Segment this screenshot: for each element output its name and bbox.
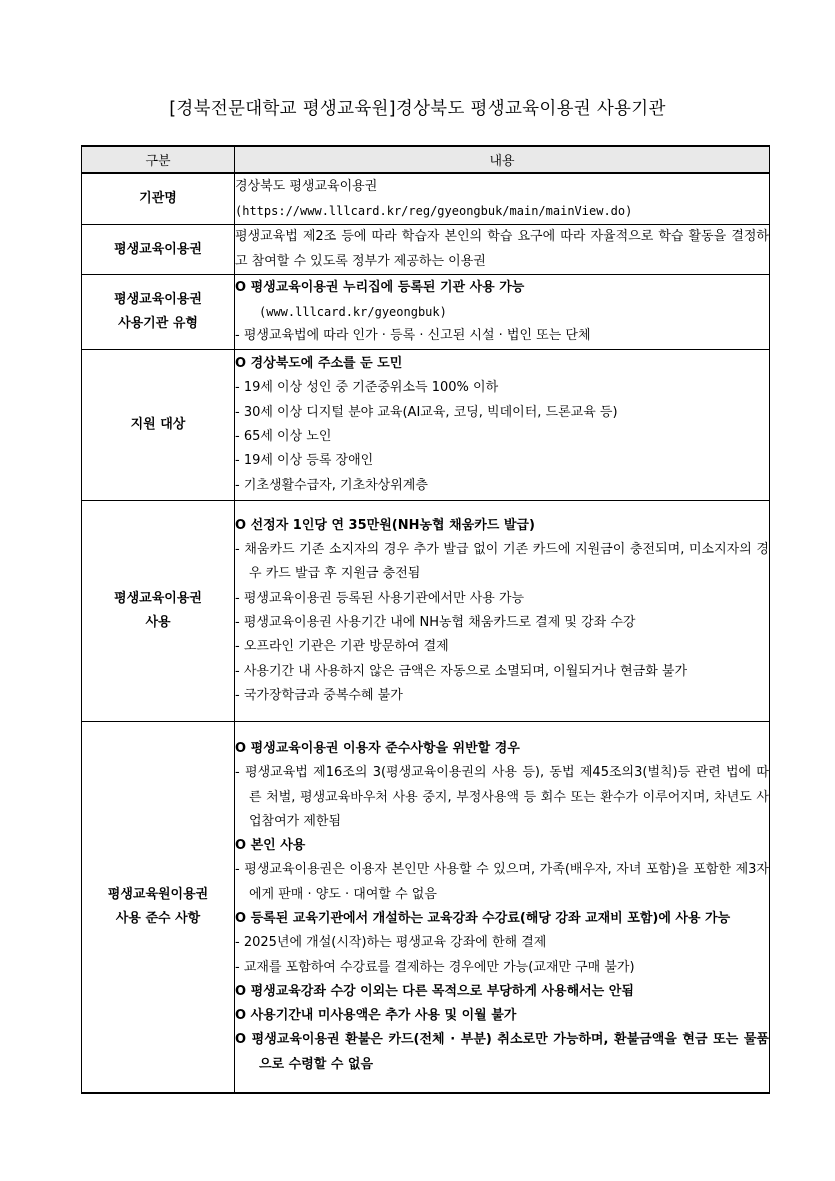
row-content-usage xyxy=(235,501,770,722)
dash-item: - 65세 이상 노인 xyxy=(235,429,332,444)
bullet-item: O 선정자 1인당 연 35만원(NH농협 채움카드 발급) xyxy=(235,517,535,533)
table-row xyxy=(82,275,770,350)
bullet-item: O 사용기간내 미사용액은 추가 사용 및 이월 불가 xyxy=(235,1008,517,1024)
dash-item: - 평생교육이용권 등록된 사용기관에서만 사용 가능 xyxy=(235,590,525,606)
dash-item: - 교재를 포함하여 수강료를 결제하는 경우에만 가능(교재만 구매 불가) xyxy=(235,959,635,975)
row-label-compliance xyxy=(82,722,235,1094)
label-line: 평생교육이용권 xyxy=(114,292,202,307)
label-line: 사용 xyxy=(145,615,171,630)
nurizip-url: (www.lllcard.kr/gyeongbuk) xyxy=(259,304,447,319)
document-title: [경북전문대학교 평생교육원]경상북도 평생교육이용권 사용기관 xyxy=(169,99,666,119)
row-label-eligibility: 지원 대상 xyxy=(82,350,235,501)
row-label-institution-type xyxy=(82,275,235,350)
bullet-item: O 등록된 교육기관에서 개설하는 교육강좌 수강료(해당 강좌 교재비 포함)에 사용 가능 xyxy=(235,911,731,926)
dash-item: - 평생교육이용권 사용기간 내에 NH농협 채움카드로 결제 및 강좌 수강 xyxy=(235,615,636,630)
dash-item: - 사용기간 내 사용하지 않은 금액은 자동으로 소멸되며, 이월되거나 현금화 불가 xyxy=(235,663,688,679)
bullet-item: O 경상북도에 주소를 둔 도민 xyxy=(235,356,403,372)
table-row xyxy=(82,501,770,722)
row-content-voucher xyxy=(235,225,770,275)
bullet-item: O 본인 사용 xyxy=(235,838,306,854)
header-category: 구분 xyxy=(82,146,235,173)
row-label-institution: 기관명 xyxy=(82,173,235,225)
dash-item: - 채움카드 기존 소지자의 경우 추가 발급 없이 기존 카드에 지원금이 충전되며, 미소지자의 경우 카드 발급 후 지원금 충전됨 xyxy=(235,542,769,582)
row-content-compliance xyxy=(235,722,770,1094)
dash-item: - 2025년에 개설(시작)하는 평생교육 강좌에 한해 결제 xyxy=(235,935,547,951)
table-row xyxy=(82,722,770,1094)
label-line: 평생교육이용권 xyxy=(114,591,202,606)
table-row xyxy=(82,173,770,225)
dash-item: - 오프라인 기관은 기관 방문하여 결제 xyxy=(235,639,449,655)
info-table xyxy=(81,145,770,1094)
label-line: 평생교육원이용권 xyxy=(107,887,209,902)
dash-item: - 평생교육법에 따라 인가 · 등록 · 신고된 시설 · 법인 또는 단체 xyxy=(235,328,591,344)
bullet-item: O 평생교육이용권 이용자 준수사항을 위반할 경우 xyxy=(235,740,520,756)
institution-name: 경상북도 평생교육이용권 xyxy=(235,178,378,194)
row-label-usage xyxy=(82,501,235,722)
voucher-description: 평생교육법 제2조 등에 따라 학습자 본인의 학습 요구에 따라 자율적으로 학습 활동을 결정하고 참여할 수 있도록 정부가 제공하는 이용권 xyxy=(235,229,769,269)
dash-item: - 국가장학금과 중복수혜 불가 xyxy=(235,687,403,703)
table-header-row xyxy=(82,146,770,173)
dash-item: - 평생교육법 제16조의 3(평생교육이용권의 사용 등), 동법 제45조의3(벌칙)등 관련 법에 따른 처벌, 평생교육바우처 사용 중지, 부정사용액 등 회수 또는 환수가 이루어지며, 차년도 사업참여가 제한됨 xyxy=(235,765,769,829)
bullet-item: O 평생교육강좌 수강 이외는 다른 목적으로 부당하게 사용해서는 안됨 xyxy=(235,983,634,999)
bullet-item: O 평생교육이용권 누리집에 등록된 기관 사용 가능 xyxy=(235,279,525,295)
row-content-institution xyxy=(235,173,770,225)
institution-url: (https://www.lllcard.kr/reg/gyeongbuk/main/mainView.do) xyxy=(235,204,633,218)
row-content-eligibility xyxy=(235,350,770,501)
label-line: 사용 준수 사항 xyxy=(115,911,201,926)
dash-item: - 19세 이상 성인 중 기준중위소득 100% 이하 xyxy=(235,380,499,396)
label-line: 사용기관 유형 xyxy=(118,316,198,331)
header-content: 내용 xyxy=(235,146,770,173)
dash-item: - 기초생활수급자, 기초차상위계층 xyxy=(235,477,428,493)
table-row xyxy=(82,350,770,501)
row-label-voucher: 평생교육이용권 xyxy=(82,225,235,275)
table-row xyxy=(82,225,770,275)
row-content-institution-type xyxy=(235,275,770,350)
dash-item: - 평생교육이용권은 이용자 본인만 사용할 수 있으며, 가족(배우자, 자녀 포함)을 포함한 제3자에게 판매 · 양도 · 대여할 수 없음 xyxy=(235,862,769,902)
dash-item: - 30세 이상 디지털 분야 교육(AI교육, 코딩, 빅데이터, 드론교육 등) xyxy=(235,404,618,420)
bullet-item: O 평생교육이용권 환불은 카드(전체 · 부분) 취소로만 가능하며, 환불금액을 현금 또는 물품으로 수령할 수 없음 xyxy=(235,1032,769,1072)
dash-item: - 19세 이상 등록 장애인 xyxy=(235,453,374,469)
